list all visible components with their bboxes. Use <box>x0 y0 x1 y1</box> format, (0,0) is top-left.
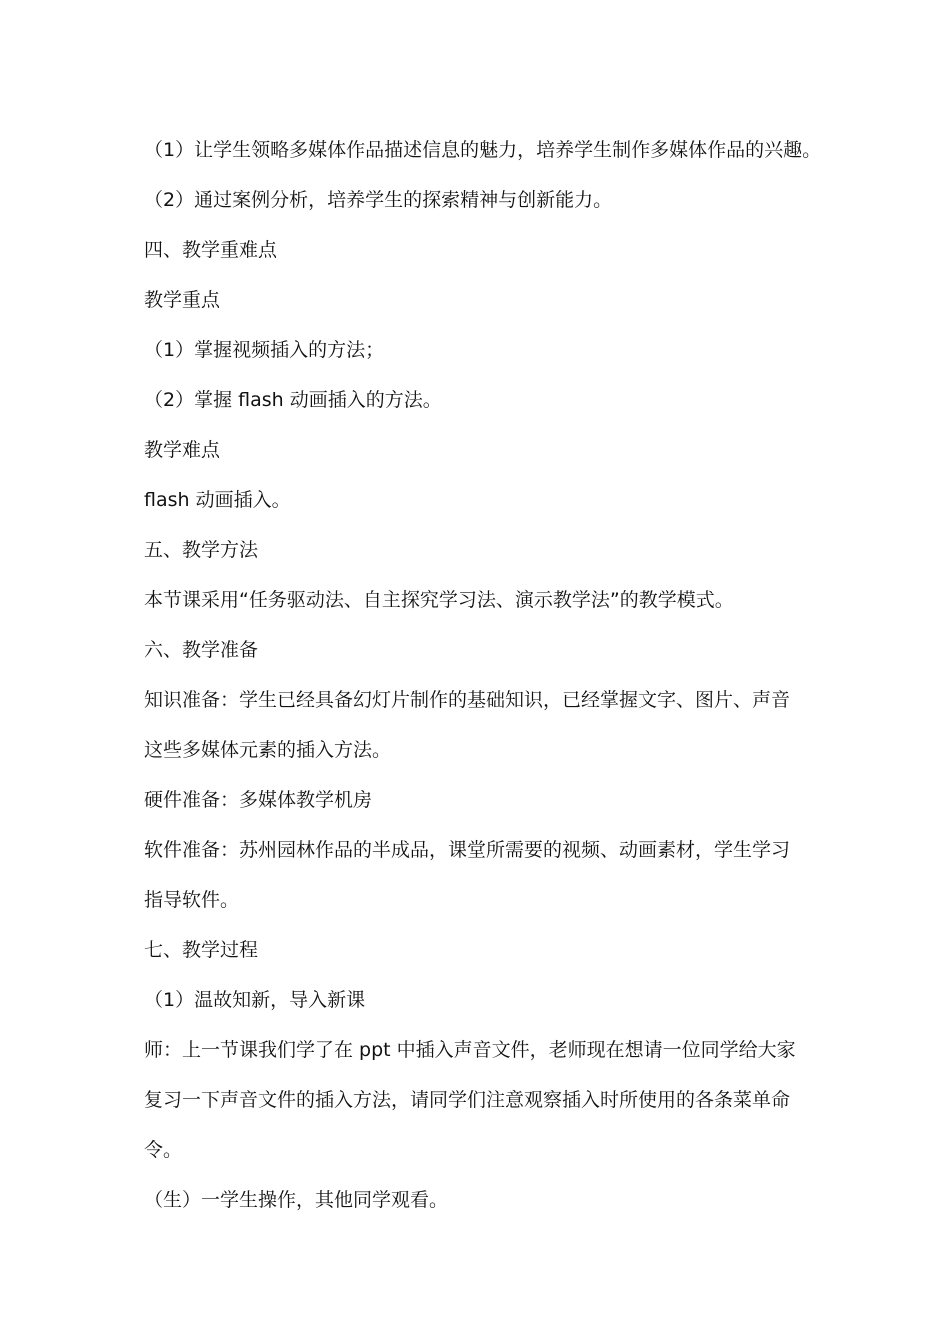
section-heading-teaching-process: 七、教学过程 <box>144 939 259 961</box>
key-point-item-2: （2）掌握 flash 动画插入的方法。 <box>144 389 442 411</box>
section-heading-teaching-methods: 五、教学方法 <box>144 539 259 561</box>
teaching-methods-text: 本节课采用“任务驱动法、自主探究学习法、演示教学法”的教学模式。 <box>144 589 734 611</box>
objective-item-1: （1）让学生领略多媒体作品描述信息的魅力，培养学生制作多媒体作品的兴趣。 <box>144 139 822 161</box>
section-heading-key-difficult-points: 四、教学重难点 <box>144 239 278 261</box>
teacher-dialogue-line-2: 复习一下声音文件的插入方法，请同学们注意观察插入时所使用的各条菜单命 <box>144 1089 791 1111</box>
difficult-point-text: flash 动画插入。 <box>144 489 291 511</box>
knowledge-preparation-line-2: 这些多媒体元素的插入方法。 <box>144 739 392 761</box>
key-point-item-1: （1）掌握视频插入的方法； <box>144 339 385 361</box>
knowledge-preparation-line-1: 知识准备：学生已经具备幻灯片制作的基础知识，已经掌握文字、图片、声音 <box>144 689 791 711</box>
software-preparation-line-2: 指导软件。 <box>144 889 240 911</box>
teacher-dialogue-line-3: 令。 <box>144 1139 183 1161</box>
objective-item-2: （2）通过案例分析，培养学生的探索精神与创新能力。 <box>144 189 613 211</box>
software-preparation-line-1: 软件准备：苏州园林作品的半成品，课堂所需要的视频、动画素材，学生学习 <box>144 839 791 861</box>
teacher-dialogue-line-1: 师：上一节课我们学了在 ppt 中插入声音文件，老师现在想请一位同学给大家 <box>144 1039 796 1061</box>
section-heading-preparation: 六、教学准备 <box>144 639 259 661</box>
student-action-text: （生）一学生操作，其他同学观看。 <box>144 1189 449 1211</box>
subheading-key-points: 教学重点 <box>144 289 221 311</box>
hardware-preparation: 硬件准备：多媒体教学机房 <box>144 789 373 811</box>
process-step-1-heading: （1）温故知新，导入新课 <box>144 989 366 1011</box>
subheading-difficult-points: 教学难点 <box>144 439 221 461</box>
